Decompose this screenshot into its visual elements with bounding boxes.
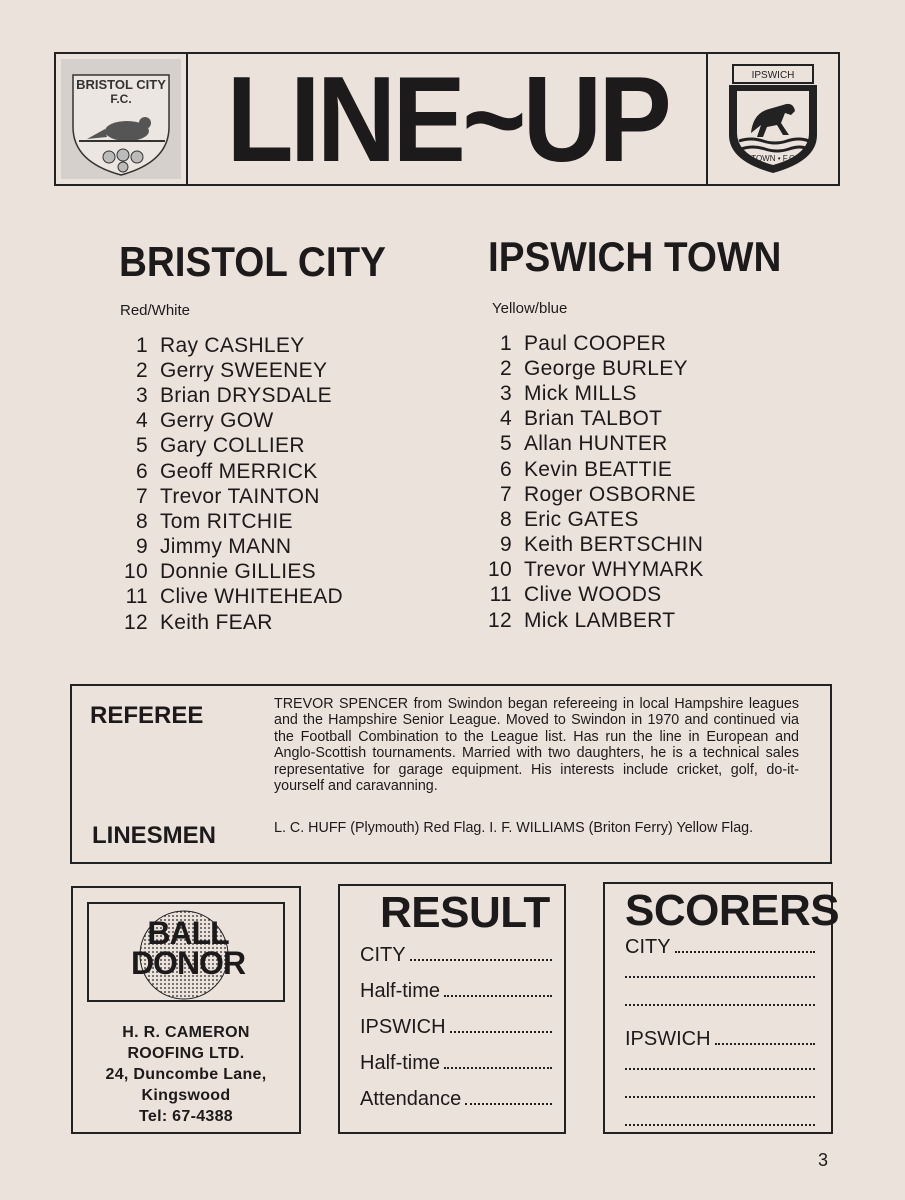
player-name: Keith BERTSCHIN [524,533,704,557]
player-name: Gary COLLIER [160,434,305,458]
player-number: 6 [136,459,148,483]
player-number: 2 [136,358,148,382]
home-team-colours: Red/White [120,302,191,319]
page-number: 3 [818,1150,829,1170]
player-number: 1 [500,331,512,355]
scorers-city-line-2[interactable] [625,974,815,978]
ball-donor-box [71,886,301,1134]
ball-donor-line-1: BALL [147,915,229,951]
player-number: 6 [500,457,512,481]
player-number: 9 [500,533,512,557]
player-number: 10 [488,558,512,582]
player-name: Brian DRYSDALE [160,383,332,407]
away-player-row [472,356,792,381]
home-player-row [108,484,408,509]
player-name: Gerry SWEENEY [160,358,328,382]
player-name: Donnie GILLIES [160,560,316,584]
player-number: 2 [500,356,512,380]
officials-box [70,684,832,864]
scorers-city-dots[interactable] [675,937,815,953]
result-row [360,1088,552,1124]
player-name: Clive WOODS [524,583,662,607]
home-player-row [108,560,408,585]
player-number: 9 [136,535,148,559]
result-box [338,884,566,1134]
title-box [188,54,706,184]
result-rows [360,944,552,1124]
scorers-ipswich-label: IPSWICH [625,1028,711,1050]
result-row [360,1052,552,1088]
ball-donor-logo [87,902,285,1002]
player-name: Keith FEAR [160,610,273,634]
away-player-row [472,558,792,583]
home-player-row [108,383,408,408]
scorers-city-line-3[interactable] [625,1002,815,1006]
crest-away-text-1: IPSWICH [751,70,795,81]
away-player-row [472,331,792,356]
ipswich-town-crest-icon [723,61,823,177]
home-player-list [108,333,408,635]
sponsor-company: ROOFING LTD. [127,1045,245,1062]
away-player-row [472,482,792,507]
sponsor-details [73,1022,299,1127]
scorers-box [603,882,840,1134]
home-player-row [108,459,408,484]
home-player-row [108,409,408,434]
player-name: Clive WHITEHEAD [160,585,344,609]
player-number: 4 [136,409,148,433]
player-number: 8 [136,509,148,533]
player-name: Brian TALBOT [524,407,663,431]
result-row-dots[interactable] [410,945,552,961]
player-number: 11 [125,585,148,609]
away-player-row [472,432,792,457]
player-number: 11 [489,583,512,607]
player-number: 7 [500,482,512,506]
player-name: Trevor TAINTON [160,484,320,508]
result-row-dots[interactable] [444,1053,552,1069]
scorers-ipswich-row [625,1028,815,1056]
ipswich-town-crest [706,54,838,184]
crest-home-text-1: BRISTOL CITY [76,77,166,92]
player-number: 1 [136,333,148,357]
bristol-city-crest-icon [59,57,183,181]
player-number: 5 [136,434,148,458]
home-player-row [108,358,408,383]
scorers-ipswich-dots[interactable] [715,1029,815,1045]
result-row-label: CITY [360,944,406,966]
home-player-row [108,333,408,358]
player-number: 12 [124,610,148,634]
result-row-dots[interactable] [450,1017,552,1033]
result-row-label: Half-time [360,980,441,1002]
away-player-row [472,381,792,406]
result-title: RESULT [380,888,550,937]
player-name: George BURLEY [524,356,688,380]
away-team-name: IPSWICH TOWN [488,233,782,280]
away-player-row [472,608,792,633]
home-player-row [108,585,408,610]
scorers-ipswich-line-4[interactable] [625,1122,815,1126]
scorers-lines [625,936,815,1126]
player-number: 4 [500,407,512,431]
bristol-city-crest [56,54,188,184]
result-row-label: IPSWICH [360,1016,446,1038]
scorers-ipswich-line-2[interactable] [625,1066,815,1070]
player-name: Eric GATES [524,507,639,531]
home-player-row [108,509,408,534]
sponsor-phone: Tel: 67-4388 [138,1108,234,1125]
result-row [360,980,552,1016]
sponsor-address-2: Kingswood [141,1087,231,1104]
player-name: Mick MILLS [524,381,637,405]
result-row-label: Attendance [360,1088,462,1110]
scorers-city-row [625,936,815,964]
home-player-row [108,434,408,459]
referee-text: TREVOR SPENCER from Swindon began refereeing in local Hampshire leagues and the Hampshire Senior League. Moved to Swindon in 1970 and continued via the Football Combination to the League list. Has run the line in European and Anglo-Scottish tournaments. Married with two daughters, he is a technical sales representative for garage equipment. His interests include cricket, golf, do-it-yourself and caravanning. [274,696,799,795]
player-number: 3 [136,383,148,407]
referee-label: REFEREE [90,702,204,729]
crest-home-text-2: F.C. [110,92,132,106]
sponsor-name: H. R. CAMERON [122,1024,250,1041]
header-banner [54,52,840,186]
linesmen-label: LINESMEN [92,822,217,849]
result-row [360,944,552,980]
page-title: LINE~UP [226,54,668,184]
sponsor-address-1: 24, Duncombe Lane, [105,1066,267,1083]
player-number: 8 [500,507,512,531]
scorers-ipswich-line-3[interactable] [625,1094,815,1098]
away-player-row [472,507,792,532]
player-number: 10 [124,560,148,584]
player-name: Gerry GOW [160,409,274,433]
player-number: 5 [500,432,512,456]
result-row-dots[interactable] [465,1089,552,1105]
player-name: Trevor WHYMARK [524,558,704,582]
player-name: Kevin BEATTIE [524,457,673,481]
scorers-title: SCORERS [625,886,840,935]
player-number: 7 [136,484,148,508]
linesmen-text: L. C. HUFF (Plymouth) Red Flag. I. F. WILLIAMS (Briton Ferry) Yellow Flag. [274,820,754,836]
crest-away-text-2: TOWN • F.C [751,154,795,163]
result-row-dots[interactable] [444,981,552,997]
away-player-row [472,457,792,482]
away-player-row [472,533,792,558]
ball-donor-line-2: DONOR [130,945,246,981]
home-team-name: BRISTOL CITY [119,238,386,285]
player-name: Mick LAMBERT [524,608,676,632]
scorers-city-label: CITY [625,936,671,958]
away-player-row [472,583,792,608]
result-row-label: Half-time [360,1052,441,1074]
away-team-colours: Yellow/blue [492,300,568,317]
player-number: 12 [488,608,512,632]
player-number: 3 [500,381,512,405]
player-name: Geoff MERRICK [160,459,318,483]
away-player-list [472,331,792,633]
home-player-row [108,610,408,635]
player-name: Paul COOPER [524,331,667,355]
player-name: Roger OSBORNE [524,482,696,506]
player-name: Allan HUNTER [524,432,668,456]
player-name: Ray CASHLEY [160,333,305,357]
player-name: Jimmy MANN [160,535,292,559]
home-player-row [108,535,408,560]
player-name: Tom RITCHIE [160,509,293,533]
away-player-row [472,407,792,432]
result-row [360,1016,552,1052]
